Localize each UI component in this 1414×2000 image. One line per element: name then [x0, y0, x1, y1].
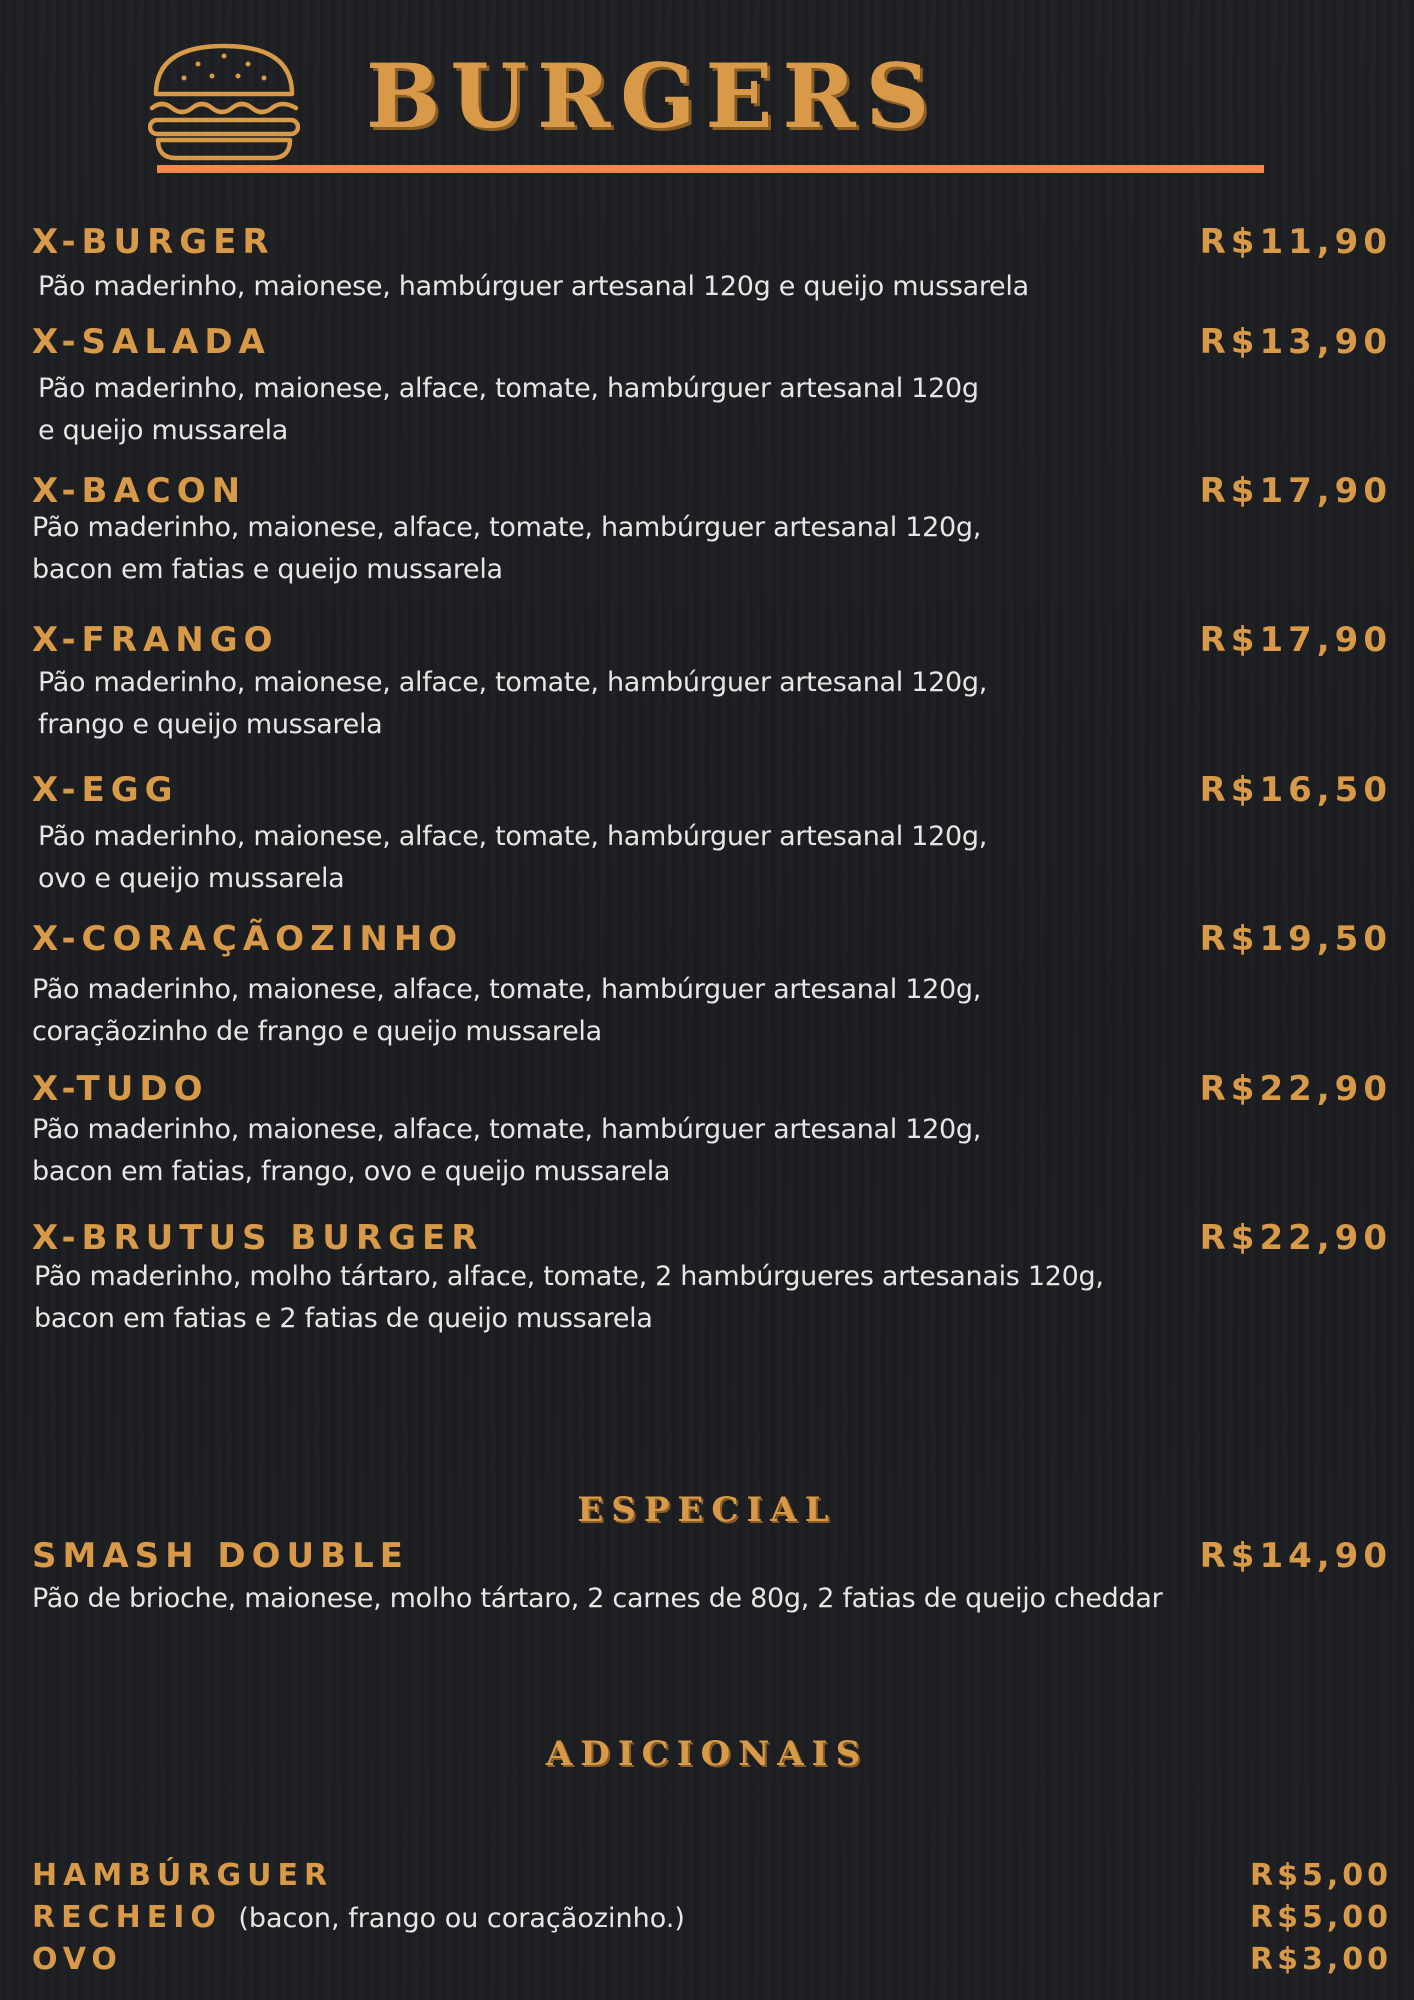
addon-item	[32, 1942, 1392, 1982]
description-line: bacon em fatias, frango, ovo e queijo mussarela	[32, 1156, 671, 1187]
addon-name-text: RECHEIO	[32, 1900, 222, 1935]
addon-item	[32, 1900, 1392, 1940]
page-title: BURGERS	[366, 44, 940, 148]
addon-name-text: OVO	[32, 1942, 123, 1977]
menu-item	[32, 471, 1392, 601]
item-description	[32, 507, 1212, 591]
description-line: bacon em fatias e 2 fatias de queijo mussarela	[34, 1303, 653, 1334]
section-title-especial: ESPECIAL	[577, 1490, 837, 1530]
description-line: frango e queijo mussarela	[38, 709, 383, 740]
item-description	[38, 368, 1218, 452]
item-price: R$11,90	[1199, 222, 1392, 262]
item-name: X-SALADA	[32, 322, 271, 362]
section-title-adicionais: ADICIONAIS	[545, 1734, 869, 1774]
item-price: R$13,90	[1199, 322, 1392, 362]
item-price: R$17,90	[1199, 620, 1392, 660]
item-description	[32, 1578, 1212, 1620]
item-price: R$17,90	[1199, 471, 1392, 511]
item-price: R$14,90	[1199, 1536, 1392, 1576]
menu-item	[32, 222, 1392, 312]
addon-price: R$3,00	[1250, 1942, 1392, 1977]
description-line: Pão maderinho, maionese, alface, tomate, hambúrguer artesanal 120g,	[32, 1114, 982, 1145]
description-line: e queijo mussarela	[38, 415, 289, 446]
burger-icon	[148, 42, 300, 162]
menu-item	[32, 1536, 1392, 1626]
item-name: X-FRANGO	[32, 620, 279, 660]
description-line: Pão maderinho, maionese, alface, tomate, hambúrguer artesanal 120g,	[32, 974, 982, 1005]
description-line: Pão maderinho, maionese, alface, tomate, hambúrguer artesanal 120g,	[32, 512, 982, 543]
menu-item	[32, 322, 1392, 452]
menu-item	[32, 1218, 1392, 1348]
item-name: X-TUDO	[32, 1069, 209, 1109]
description-line: Pão maderinho, maionese, alface, tomate, hambúrguer artesanal 120g,	[38, 821, 988, 852]
addon-item	[32, 1858, 1392, 1898]
title-underline	[157, 165, 1264, 173]
item-price: R$22,90	[1199, 1218, 1392, 1258]
menu-item	[32, 1069, 1392, 1199]
menu-item	[32, 770, 1392, 900]
description-line: Pão maderinho, maionese, hambúrguer artesanal 120g e queijo mussarela	[38, 271, 1029, 302]
item-description	[32, 969, 1212, 1053]
description-line: ovo e queijo mussarela	[38, 863, 345, 894]
item-description	[34, 1256, 1214, 1340]
item-name: X-BACON	[32, 471, 247, 511]
description-line: Pão de brioche, maionese, molho tártaro, 2 carnes de 80g, 2 fatias de queijo cheddar	[32, 1583, 1163, 1614]
item-description	[32, 1109, 1212, 1193]
item-price: R$19,50	[1199, 919, 1392, 959]
item-name: X-BURGER	[32, 222, 275, 262]
menu-item	[32, 919, 1392, 1049]
description-line: Pão maderinho, maionese, alface, tomate, hambúrguer artesanal 120g	[38, 373, 979, 404]
item-name: X-BRUTUS BURGER	[32, 1218, 484, 1258]
addon-name-text: HAMBÚRGUER	[32, 1858, 334, 1893]
addon-name	[32, 1900, 685, 1935]
addon-name	[32, 1858, 333, 1893]
item-price: R$22,90	[1199, 1069, 1392, 1109]
description-line: coraçãozinho de frango e queijo mussarela	[32, 1016, 602, 1047]
description-line: Pão maderinho, molho tártaro, alface, tomate, 2 hambúrgueres artesanais 120g,	[34, 1261, 1104, 1292]
item-name: SMASH DOUBLE	[32, 1536, 409, 1576]
item-description	[38, 266, 1218, 308]
item-description	[38, 662, 1218, 746]
menu-item	[32, 620, 1392, 750]
addon-name	[32, 1942, 123, 1977]
description-line: bacon em fatias e queijo mussarela	[32, 554, 503, 585]
addon-price: R$5,00	[1250, 1858, 1392, 1893]
item-price: R$16,50	[1199, 770, 1392, 810]
description-line: Pão maderinho, maionese, alface, tomate, hambúrguer artesanal 120g,	[38, 667, 988, 698]
item-name: X-CORAÇÃOZINHO	[32, 919, 464, 959]
item-description	[38, 816, 1218, 900]
item-name: X-EGG	[32, 770, 179, 810]
addon-price: R$5,00	[1250, 1900, 1392, 1935]
addon-note: (bacon, frango ou coraçãozinho.)	[238, 1903, 685, 1934]
